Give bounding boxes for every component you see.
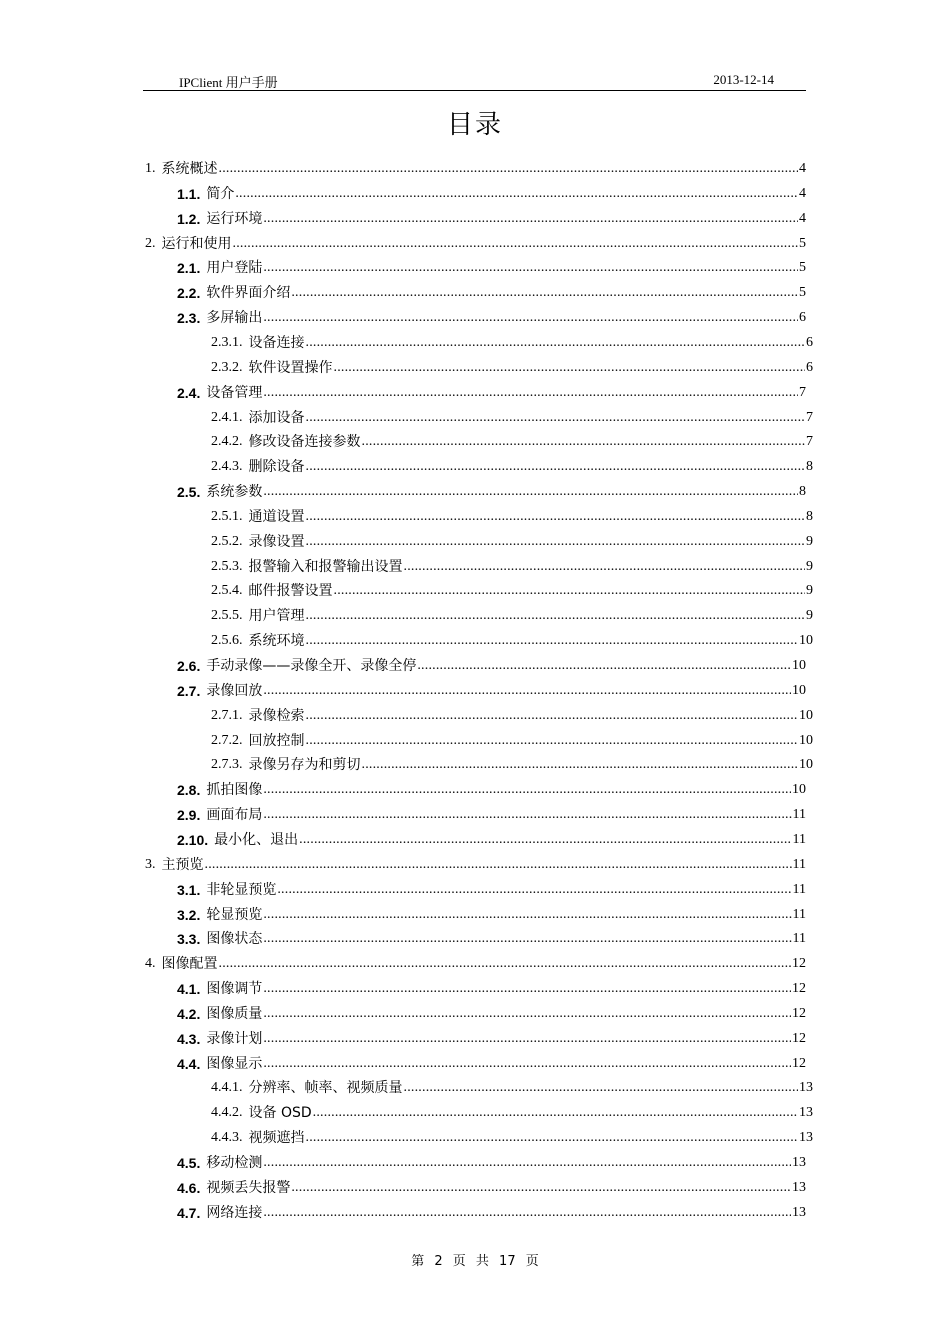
toc-entry-title: 图像调节	[206, 981, 263, 998]
toc-entry-title: 软件界面介绍	[206, 285, 291, 302]
toc-entry-page: 13	[799, 1130, 813, 1146]
toc-entry-title: 图像质量	[206, 1005, 263, 1022]
toc-entry-number: 4.4.2.	[211, 1105, 243, 1121]
toc-leader-dots	[334, 359, 806, 377]
toc-entry-page: 10	[792, 658, 806, 673]
toc-leader-dots	[263, 1204, 791, 1222]
toc-entry-page: 8	[806, 459, 813, 475]
toc-entry[interactable]	[177, 380, 806, 402]
toc-entry-page: 13	[792, 1204, 806, 1220]
toc-entry-number: 2.10.	[177, 831, 209, 848]
toc-entry-number: 2.8.	[177, 782, 201, 799]
toc-entry-number: 2.1.	[177, 260, 201, 277]
toc-entry-page: 9	[806, 583, 813, 599]
toc-entry-title: 系统概述	[161, 161, 218, 177]
toc-leader-dots	[205, 856, 792, 874]
toc-entry-page: 11	[792, 881, 806, 897]
toc-entry[interactable]	[211, 504, 813, 526]
toc-entry-page: 10	[799, 757, 813, 773]
toc-entry[interactable]	[177, 926, 806, 948]
toc-entry-title: 多屏输出	[206, 310, 263, 327]
toc-entry-number: 4.4.1.	[211, 1080, 243, 1096]
toc-entry-number: 4.4.3.	[211, 1130, 243, 1146]
toc-entry[interactable]	[177, 1150, 806, 1172]
toc-entry[interactable]	[211, 330, 813, 352]
toc-entry-number: 2.5.2.	[211, 533, 243, 549]
toc-entry-page: 11	[792, 906, 806, 922]
toc-leader-dots	[219, 955, 792, 973]
toc-entry-number: 4.5.	[177, 1155, 201, 1171]
toc-entry-page: 13	[799, 1105, 813, 1121]
toc-entry[interactable]	[145, 852, 806, 874]
toc-leader-dots	[263, 259, 798, 277]
toc-entry-page: 13	[799, 1080, 813, 1096]
toc-entry-page: 7	[806, 434, 813, 450]
toc-entry-number: 2.7.2.	[211, 732, 243, 748]
toc-entry[interactable]	[177, 280, 806, 302]
toc-entry[interactable]	[177, 206, 806, 228]
toc-leader-dots	[263, 1030, 791, 1048]
toc-entry-number: 1.2.	[177, 210, 201, 227]
toc-entry-number: 1.1.	[177, 185, 201, 202]
toc-entry-number: 2.3.1.	[211, 334, 243, 350]
toc-leader-dots	[417, 657, 791, 675]
toc-entry-title: 回放控制	[248, 732, 305, 749]
toc-entry-title: 系统参数	[206, 484, 263, 501]
toc-entry-page: 11	[792, 856, 806, 872]
toc-entry-title: 手动录像——录像全开、录像全停	[206, 658, 417, 674]
toc-entry-title: 图像配置	[161, 956, 218, 973]
toc-entry-title: 最小化、退出	[214, 831, 299, 848]
toc-entry-page: 8	[799, 484, 806, 500]
toc-entry-title: 用户登陆	[206, 260, 263, 277]
toc-entry-page: 12	[792, 956, 806, 972]
toc-entry-page: 12	[792, 1030, 806, 1046]
toc-entry-page: 12	[792, 981, 806, 997]
toc-entry[interactable]	[211, 628, 813, 650]
toc-entry-page: 8	[806, 508, 813, 524]
toc-entry-title: 报警输入和报警输出设置	[248, 558, 403, 575]
toc-entry-number: 2.9.	[177, 807, 201, 824]
toc-entry[interactable]	[211, 1075, 813, 1097]
toc-leader-dots	[306, 409, 806, 427]
toc-entry-title: 邮件报警设置	[248, 583, 333, 600]
toc-entry-number: 2.	[145, 235, 156, 251]
toc-entry[interactable]	[177, 802, 806, 824]
toc-entry-title: 简介	[206, 185, 235, 202]
toc-leader-dots	[313, 1104, 798, 1122]
toc-leader-dots	[306, 533, 806, 551]
toc-leader-dots	[233, 235, 799, 253]
toc-entry[interactable]	[177, 1001, 806, 1023]
toc-entry-title: 主预览	[161, 856, 204, 873]
toc-entry[interactable]	[177, 777, 806, 799]
toc-entry-page: 10	[799, 732, 813, 748]
toc-entry-page: 4	[799, 210, 806, 226]
toc-entry-title: 移动检测	[206, 1155, 263, 1171]
toc-entry-title: 通道设置	[248, 508, 305, 525]
toc-entry-title: 录像计划	[206, 1030, 263, 1047]
toc-entry-page: 6	[806, 334, 813, 350]
toc-entry-number: 2.7.1.	[211, 707, 243, 723]
toc-leader-dots	[362, 756, 799, 774]
toc-entry[interactable]	[145, 231, 806, 253]
toc-entry-title: 用户管理	[248, 608, 305, 625]
toc-entry-number: 4.7.	[177, 1204, 201, 1221]
toc-entry-page: 12	[792, 1005, 806, 1021]
toc-entry-number: 4.4.	[177, 1055, 201, 1072]
toc-entry[interactable]	[211, 454, 813, 476]
toc-entry[interactable]	[177, 479, 806, 501]
toc-entry-number: 3.1.	[177, 881, 201, 898]
toc-entry-number: 3.	[145, 856, 156, 872]
toc-entry-page: 6	[799, 310, 806, 326]
toc-leader-dots	[263, 806, 791, 824]
toc-entry-number: 3.3.	[177, 931, 201, 948]
toc-entry[interactable]	[177, 678, 806, 700]
toc-entry-title: 抓拍图像	[206, 782, 263, 799]
toc-entry-number: 2.5.6.	[211, 633, 243, 649]
toc-entry-page: 5	[799, 260, 806, 276]
toc-entry-number: 4.	[145, 956, 156, 972]
toc-entry-title: 系统环境	[248, 633, 305, 650]
toc-entry[interactable]	[145, 951, 806, 973]
toc-entry-page: 4	[799, 161, 806, 176]
toc-entry[interactable]	[177, 305, 806, 327]
toc-entry-page: 5	[799, 235, 806, 251]
toc-entry-title: 视频丢失报警	[206, 1179, 291, 1196]
toc-entry[interactable]	[211, 578, 813, 600]
toc-entry-number: 2.3.2.	[211, 359, 243, 375]
toc-leader-dots	[263, 1154, 791, 1172]
toc-entry[interactable]	[177, 1175, 806, 1197]
toc-leader-dots	[263, 210, 798, 228]
toc-leader-dots	[235, 185, 798, 203]
toc-leader-dots	[263, 483, 798, 501]
toc-entry-page: 7	[799, 384, 806, 400]
toc-leader-dots	[306, 707, 799, 725]
toc-entry-page: 13	[792, 1179, 806, 1195]
header-date: 2013-12-14	[713, 72, 774, 87]
toc-entry-page: 6	[806, 359, 813, 375]
toc-leader-dots	[263, 309, 798, 327]
toc-entry[interactable]	[211, 752, 813, 774]
toc-entry-title: 录像检索	[248, 707, 305, 724]
toc-entry[interactable]	[211, 405, 813, 427]
toc-leader-dots	[306, 458, 806, 476]
toc-entry-title: 分辨率、帧率、视频质量	[248, 1080, 403, 1097]
toc-entry-page: 11	[792, 831, 806, 847]
toc-entry-page: 5	[799, 285, 806, 301]
toc-entry-title: 修改设备连接参数	[248, 434, 361, 451]
toc-entry-title: 设备 OSD	[248, 1105, 312, 1122]
toc-entry[interactable]	[177, 1200, 806, 1222]
toc-entry-number: 2.5.3.	[211, 558, 243, 574]
toc-leader-dots	[299, 831, 791, 849]
toc-entry-number: 4.2.	[177, 1005, 201, 1022]
page-footer: 第 2 页 共 17 页	[411, 1254, 539, 1269]
toc-leader-dots	[263, 930, 791, 948]
toc-leader-dots	[291, 1179, 791, 1197]
toc-leader-dots	[306, 607, 806, 625]
toc-entry-number: 2.5.5.	[211, 608, 243, 624]
toc-entry-number: 1.	[145, 161, 156, 176]
toc-entry-title: 删除设备	[248, 459, 305, 476]
toc-leader-dots	[263, 384, 798, 402]
toc-entry-title: 运行环境	[206, 210, 263, 227]
toc-entry-title: 非轮显预览	[206, 881, 277, 898]
toc-entry-title: 软件设置操作	[248, 359, 333, 376]
toc-entry-title: 设备连接	[248, 334, 305, 351]
toc-leader-dots	[306, 632, 799, 650]
toc-entry-page: 7	[806, 409, 813, 425]
toc-entry[interactable]	[177, 181, 806, 203]
toc-leader-dots	[306, 334, 806, 352]
toc-leader-dots	[404, 1079, 799, 1097]
toc-entry-page: 9	[806, 533, 813, 549]
toc-entry[interactable]	[211, 728, 813, 750]
toc-entry-number: 2.2.	[177, 285, 201, 302]
toc-title: 目录	[446, 110, 503, 140]
toc-leader-dots	[362, 433, 806, 451]
toc-entry-title: 运行和使用	[161, 235, 232, 252]
toc-entry-title: 轮显预览	[206, 906, 263, 923]
toc-entry[interactable]	[145, 156, 806, 178]
toc-entry-page: 12	[792, 1055, 806, 1071]
toc-entry-page: 4	[799, 185, 806, 201]
toc-leader-dots	[306, 732, 799, 750]
toc-entry[interactable]	[177, 1051, 806, 1073]
toc-entry-title: 录像另存为和剪切	[248, 757, 361, 774]
toc-entry[interactable]	[211, 529, 813, 551]
toc-entry-title: 图像显示	[206, 1055, 263, 1072]
toc-entry-number: 3.2.	[177, 906, 201, 923]
toc-entry-number: 2.7.3.	[211, 757, 243, 773]
toc-entry-page: 10	[799, 633, 813, 649]
toc-entry[interactable]	[177, 827, 806, 849]
toc-entry-title: 画面布局	[206, 807, 263, 824]
toc-entry-number: 2.5.	[177, 484, 201, 501]
toc-entry-number: 2.5.4.	[211, 583, 243, 599]
toc-leader-dots	[306, 1129, 799, 1147]
toc-entry-number: 2.4.2.	[211, 434, 243, 450]
toc-entry-page: 10	[799, 707, 813, 723]
toc-entry-page: 13	[792, 1155, 806, 1170]
toc-entry-title: 添加设备	[248, 409, 305, 426]
toc-entry-number: 4.6.	[177, 1179, 201, 1196]
toc-entry-number: 4.1.	[177, 981, 201, 998]
toc-leader-dots	[277, 881, 791, 899]
toc-entry[interactable]	[177, 653, 806, 675]
toc-entry-number: 2.5.1.	[211, 508, 243, 524]
toc-entry-number: 2.4.	[177, 384, 201, 401]
toc-entry[interactable]	[211, 554, 813, 576]
toc-entry-number: 4.3.	[177, 1030, 201, 1047]
toc-entry-number: 2.4.1.	[211, 409, 243, 425]
toc-entry-page: 11	[792, 807, 806, 823]
toc-entry-page: 11	[792, 931, 806, 947]
toc-entry-number: 2.4.3.	[211, 459, 243, 475]
toc-entry[interactable]	[177, 902, 806, 924]
toc-leader-dots	[306, 508, 806, 526]
toc-entry-page: 9	[806, 558, 813, 574]
toc-entry-title: 图像状态	[206, 931, 263, 948]
toc-entry-title: 设备管理	[206, 384, 263, 401]
toc-leader-dots	[263, 906, 791, 924]
toc-entry-title: 录像设置	[248, 533, 305, 550]
toc-leader-dots	[334, 582, 806, 600]
toc-entry-number: 2.3.	[177, 310, 201, 327]
toc-leader-dots	[263, 1055, 791, 1073]
toc-entry[interactable]	[211, 603, 813, 625]
toc-entry[interactable]	[211, 703, 813, 725]
toc-leader-dots	[263, 1005, 791, 1023]
toc-entry-title: 视频遮挡	[248, 1130, 305, 1147]
toc-entry-page: 10	[792, 682, 806, 698]
page-header	[143, 64, 806, 91]
toc-leader-dots	[263, 682, 791, 700]
toc-entry-title: 网络连接	[206, 1204, 263, 1221]
toc-entry[interactable]	[211, 1125, 813, 1147]
toc-leader-dots	[219, 160, 799, 178]
toc-leader-dots	[291, 284, 798, 302]
toc-entry[interactable]	[177, 255, 806, 277]
toc-leader-dots	[263, 781, 791, 799]
toc-entry[interactable]	[211, 429, 813, 451]
toc-entry-number: 2.6.	[177, 658, 201, 674]
toc-entry-page: 10	[792, 782, 806, 798]
toc-entry[interactable]	[177, 976, 806, 998]
toc-entry-page: 9	[806, 608, 813, 624]
toc-leader-dots	[263, 980, 791, 998]
toc-entry[interactable]	[211, 1100, 813, 1122]
header-doc-title: IPClient 用户手册	[179, 75, 278, 90]
toc-entry[interactable]	[177, 877, 806, 899]
toc-entry-number: 2.7.	[177, 682, 201, 699]
toc-entry-title: 录像回放	[206, 682, 263, 699]
toc-entry[interactable]	[177, 1026, 806, 1048]
toc-leader-dots	[404, 558, 806, 576]
toc-entry[interactable]	[211, 355, 813, 377]
